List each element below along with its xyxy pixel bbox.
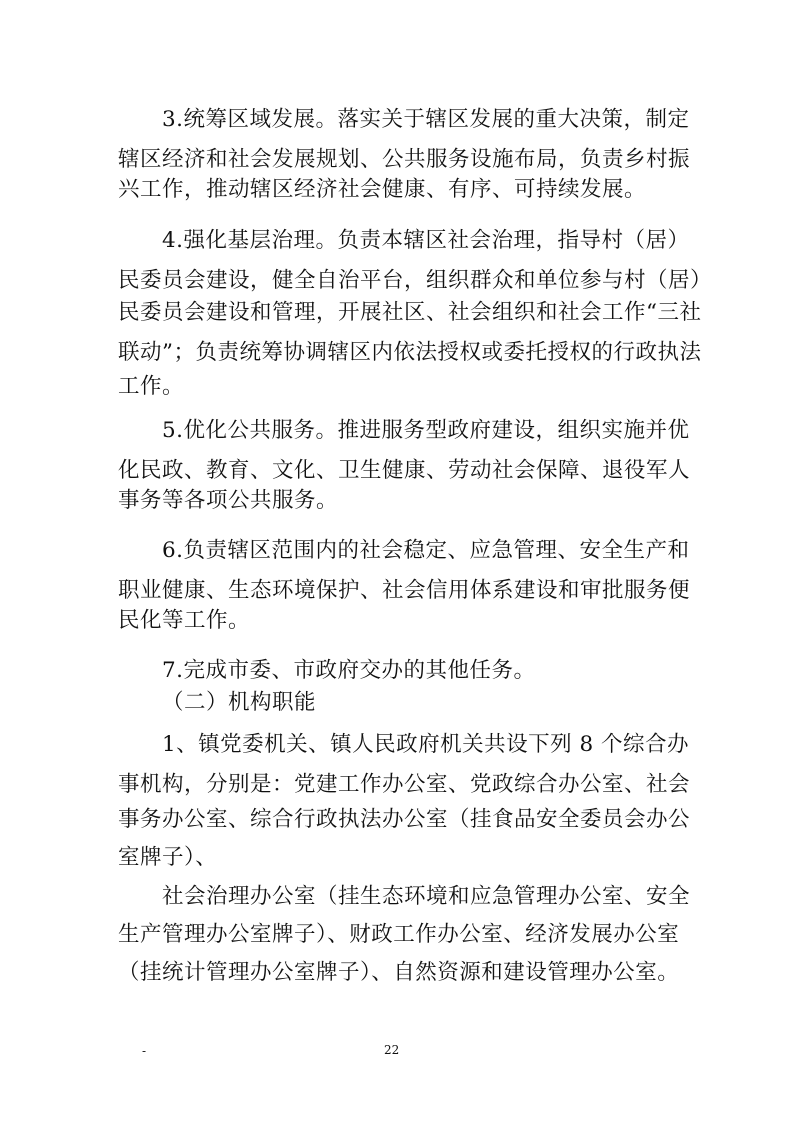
paragraph-6-line-3: 民化等工作。 — [118, 608, 251, 633]
paragraph-3-line-2: 辖区经济和社会发展规划、公共服务设施布局，负责乡村振 — [118, 147, 691, 172]
paragraph-8-line-1: 1、镇党委机关、镇人民政府机关共设下列 8 个综合办 — [162, 732, 690, 757]
paragraph-4-line-3: 民委员会建设和管理，开展社区、社会组织和社会工作“三社 — [118, 300, 702, 325]
paragraph-3-line-1: 3.统筹区域发展。落实关于辖区发展的重大决策，制定 — [162, 107, 690, 132]
paragraph-9-line-3: （挂统计管理办公室牌子）、自然资源和建设管理办公室。 — [118, 960, 680, 985]
paragraph-4-line-4: 联动”；负责统筹协调辖区内依法授权或委托授权的行政执法 — [118, 340, 702, 365]
paragraph-4-line-2: 民委员会建设，健全自治平台，组织群众和单位参与村（居） — [118, 268, 713, 293]
paragraph-5-line-1: 5.优化公共服务。推进服务型政府建设，组织实施并优 — [162, 418, 690, 443]
paragraph-5-line-2: 化民政、教育、文化、卫生健康、劳动社会保障、退役军人 — [118, 458, 691, 483]
paragraph-9-line-2: 生产管理办公室牌子）、财政工作办公室、经济发展办公室 — [118, 922, 680, 947]
paragraph-8-line-4: 室牌子）、 — [118, 845, 218, 870]
section-heading-institution-functions: （二）机构职能 — [162, 690, 317, 715]
paragraph-8-line-2: 事机构，分别是：党建工作办公室、党政综合办公室、社会 — [118, 772, 691, 797]
page-number: 22 — [384, 1043, 400, 1057]
paragraph-8-line-3: 事务办公室、综合行政执法办公室（挂食品安全委员会办公 — [118, 807, 691, 832]
paragraph-9-line-1: 社会治理办公室（挂生态环境和应急管理办公室、安全 — [162, 884, 691, 909]
paragraph-5-line-3: 事务等各项公共服务。 — [118, 488, 339, 513]
footer-dash: - — [142, 1044, 147, 1058]
paragraph-7-line-1: 7.完成市委、市政府交办的其他任务。 — [162, 658, 536, 683]
paragraph-6-line-2: 职业健康、生态环境保护、社会信用体系建设和审批服务便 — [118, 578, 691, 603]
paragraph-4-line-5: 工作。 — [118, 374, 185, 399]
paragraph-4-line-1: 4.强化基层治理。负责本辖区社会治理，指导村（居） — [162, 228, 690, 253]
paragraph-3-line-3: 兴工作，推动辖区经济社会健康、有序、可持续发展。 — [118, 177, 647, 202]
paragraph-6-line-1: 6.负责辖区范围内的社会稳定、应急管理、安全生产和 — [162, 538, 690, 563]
